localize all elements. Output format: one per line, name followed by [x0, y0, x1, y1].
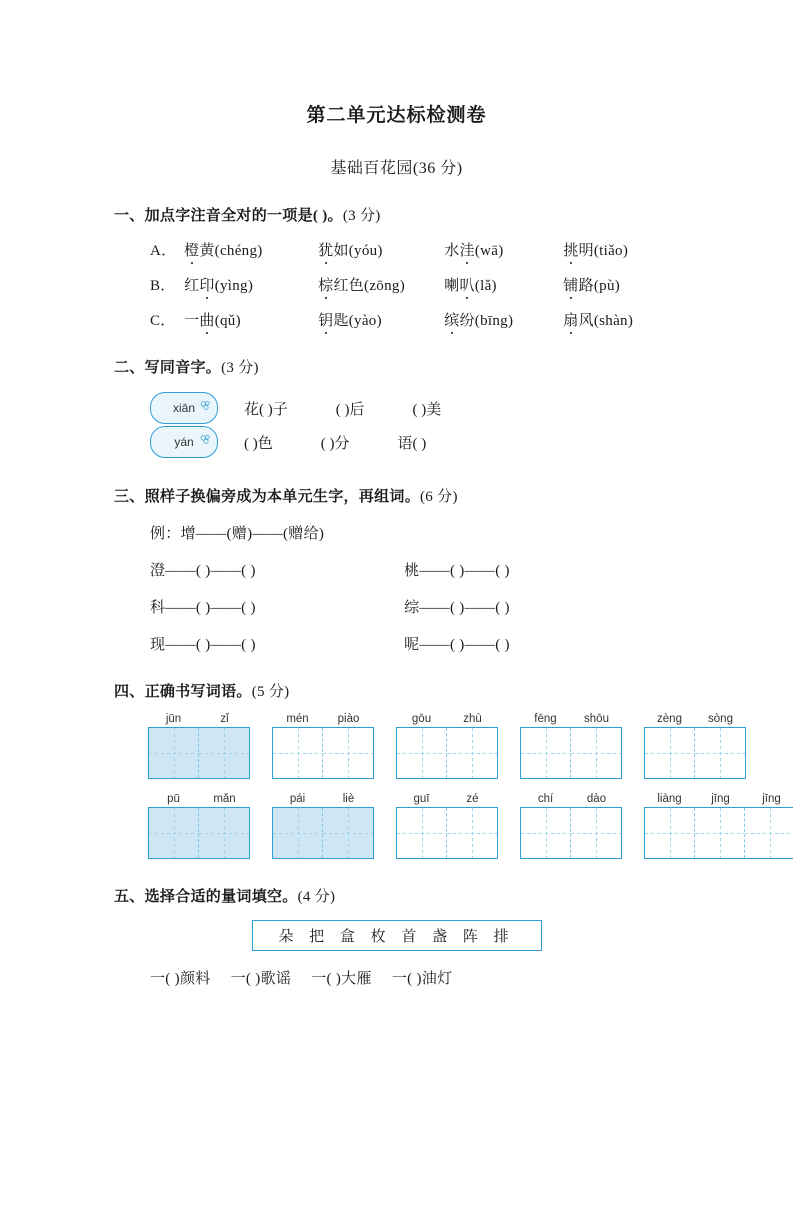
q2-r2-item-1: ( )色	[244, 435, 273, 452]
word-grid-group	[520, 713, 622, 779]
writing-box[interactable]	[447, 808, 497, 858]
writing-boxes[interactable]	[396, 727, 498, 779]
pinyin-row	[396, 713, 498, 725]
pinyin-cell: pū	[167, 793, 180, 805]
pinyin-cell: zhù	[463, 713, 482, 725]
pinyin-row	[520, 713, 622, 725]
pinyin-cell: shōu	[584, 713, 609, 725]
q5-item-3: 一( )大雁	[311, 971, 372, 987]
q3-r3-c1: 现——( )——( )	[150, 637, 256, 653]
pinyin-cell: mén	[286, 713, 309, 725]
q5-item-1: 一( )颜料	[150, 971, 211, 987]
pinyin-cell: fēng	[534, 713, 557, 725]
pinyin-bubble-yan-label: yán	[174, 435, 194, 449]
pinyin-cell: liè	[342, 793, 355, 805]
question-3-score: (6 分)	[420, 489, 458, 505]
q5-item-2: 一( )歌谣	[230, 971, 292, 987]
option-c-item-1: 一曲(qǔ)	[184, 309, 314, 330]
writing-box[interactable]	[397, 728, 447, 778]
pinyin-cell: mǎn	[213, 793, 236, 805]
writing-boxes[interactable]	[644, 727, 746, 779]
question-5-word-bank: 朵 把 盒 枚 首 盏 阵 排	[252, 920, 542, 951]
pinyin-cell: zèng	[657, 713, 682, 725]
writing-boxes[interactable]	[396, 807, 498, 859]
option-a-label: A．	[150, 243, 177, 259]
pinyin-cell: pái	[289, 793, 306, 805]
pinyin-row	[272, 713, 374, 725]
question-2-score: (3 分)	[221, 360, 259, 376]
writing-box[interactable]	[645, 728, 695, 778]
pinyin-row	[148, 793, 250, 805]
q3-r2-c1: 科——( )——( )	[150, 600, 256, 616]
question-3-row-3	[150, 633, 793, 654]
word-grid-group	[520, 793, 622, 859]
q3-r3-c2: 呢——( )——( )	[404, 637, 510, 653]
writing-box[interactable]	[695, 728, 745, 778]
q2-r1-item-2: ( )后	[335, 401, 365, 418]
question-4-row-2	[148, 793, 793, 859]
writing-box[interactable]	[521, 728, 571, 778]
writing-box[interactable]	[199, 808, 249, 858]
writing-boxes[interactable]	[148, 807, 250, 859]
question-2-text: 二、写同音字。	[114, 360, 222, 376]
pinyin-cell: piào	[337, 713, 360, 725]
option-a-item-1: 橙黄(chéng)	[184, 239, 314, 260]
writing-box[interactable]	[447, 728, 497, 778]
flower-icon	[199, 433, 213, 447]
pinyin-cell: zǐ	[220, 713, 229, 725]
writing-box[interactable]	[521, 808, 571, 858]
q3-r2-c2: 综——( )——( )	[404, 600, 510, 616]
question-3-example: 例：增——(赠)——(赠给)	[150, 526, 325, 542]
writing-box[interactable]	[273, 808, 323, 858]
question-1-score: (3 分)	[342, 208, 381, 224]
option-b-item-4: 铺路(pù)	[563, 274, 620, 295]
option-c-item-4: 扇风(shàn)	[563, 309, 633, 330]
word-grid-group	[644, 713, 746, 779]
writing-box[interactable]	[645, 808, 695, 858]
writing-box[interactable]	[149, 728, 199, 778]
pinyin-row	[396, 793, 498, 805]
writing-box[interactable]	[199, 728, 249, 778]
writing-box[interactable]	[323, 728, 373, 778]
word-grid-group	[148, 793, 250, 859]
question-1-heading	[114, 204, 793, 225]
question-1-option-c	[150, 309, 793, 330]
pinyin-cell: chí	[537, 793, 554, 805]
pinyin-row	[148, 713, 250, 725]
pinyin-row	[644, 793, 793, 805]
pinyin-bubble-yan	[150, 426, 218, 458]
question-1-option-b	[150, 274, 793, 295]
writing-box[interactable]	[571, 808, 621, 858]
option-b-item-3: 喇叭(lǎ)	[444, 274, 559, 295]
q3-r1-c2: 桃——( )——( )	[404, 563, 510, 579]
word-grid-group	[272, 713, 374, 779]
question-5-answer-line	[150, 967, 793, 988]
pinyin-bubble-xian-label: xiān	[172, 401, 195, 415]
pinyin-row	[644, 713, 746, 725]
option-b-label: B．	[150, 278, 176, 294]
writing-box[interactable]	[745, 808, 793, 858]
pinyin-bubble-xian	[150, 392, 218, 424]
question-4-score: (5 分)	[251, 684, 290, 700]
option-b-item-1: 红印(yìng)	[184, 274, 314, 295]
question-4-row-1	[148, 713, 793, 779]
word-grid-group	[272, 793, 374, 859]
pinyin-cell: liàng	[657, 793, 682, 805]
question-5-score: (4 分)	[297, 889, 336, 905]
writing-box[interactable]	[273, 728, 323, 778]
question-5-text: 五、选择合适的量词填空。	[114, 889, 298, 905]
pinyin-cell: jūn	[165, 713, 182, 725]
question-4-heading	[114, 680, 793, 701]
option-c-label: C．	[150, 313, 176, 329]
word-grid-group	[644, 793, 793, 859]
pinyin-cell: guī	[413, 793, 430, 805]
pinyin-row	[272, 793, 374, 805]
flower-icon	[199, 399, 213, 413]
pinyin-cell: zé	[466, 793, 479, 805]
option-b-item-2: 棕红色(zōng)	[318, 274, 440, 295]
word-grid-group	[396, 793, 498, 859]
pinyin-cell: dào	[586, 793, 607, 805]
page-title: 第二单元达标检测卷	[306, 105, 487, 126]
writing-boxes[interactable]	[520, 727, 622, 779]
word-grid-group	[396, 713, 498, 779]
writing-box[interactable]	[149, 808, 199, 858]
writing-box[interactable]	[397, 808, 447, 858]
question-2-row-2	[150, 425, 793, 459]
question-3-row-2	[150, 596, 793, 617]
pinyin-cell: jīng	[762, 793, 781, 805]
question-2-body	[150, 391, 793, 459]
question-5-heading	[114, 885, 793, 906]
q2-r2-item-3: 语( )	[397, 435, 427, 452]
option-c-item-3: 缤纷(bīng)	[444, 309, 559, 330]
question-4-grids	[148, 713, 793, 859]
writing-boxes[interactable]	[644, 807, 793, 859]
option-c-item-2: 钥匙(yào)	[318, 309, 440, 330]
q2-r1-item-1: 花( )子	[244, 401, 288, 418]
writing-box[interactable]	[323, 808, 373, 858]
pinyin-cell: jīng	[711, 793, 730, 805]
question-3-heading	[114, 485, 793, 506]
question-2-row-1	[150, 391, 793, 425]
option-a-item-4: 挑明(tiǎo)	[563, 239, 628, 260]
question-4-text: 四、正确书写词语。	[114, 684, 252, 700]
question-1-text: 一、加点字注音全对的一项是( )。	[114, 208, 343, 224]
pinyin-cell: gōu	[411, 713, 432, 725]
q3-r1-c1: 澄——( )——( )	[150, 563, 256, 579]
writing-boxes[interactable]	[272, 807, 374, 859]
writing-box[interactable]	[695, 808, 745, 858]
exam-page	[0, 100, 793, 1222]
pinyin-row	[520, 793, 622, 805]
writing-boxes[interactable]	[148, 727, 250, 779]
writing-boxes[interactable]	[520, 807, 622, 859]
question-1-option-a	[150, 239, 793, 260]
section-title: 基础百花园(36 分)	[330, 160, 463, 177]
writing-boxes[interactable]	[272, 727, 374, 779]
question-3-text: 三、照样子换偏旁成为本单元生字，再组词。	[114, 489, 421, 505]
writing-box[interactable]	[571, 728, 621, 778]
question-2-heading	[114, 356, 793, 377]
option-a-item-2: 犹如(yóu)	[318, 239, 440, 260]
question-3-row-1	[150, 559, 793, 580]
q2-r1-item-3: ( )美	[412, 401, 442, 418]
pinyin-cell: sòng	[708, 713, 733, 725]
q2-r2-item-2: ( )分	[320, 435, 350, 452]
word-grid-group	[148, 713, 250, 779]
option-a-item-3: 水洼(wā)	[444, 239, 559, 260]
q5-item-4: 一( )油灯	[391, 971, 453, 987]
